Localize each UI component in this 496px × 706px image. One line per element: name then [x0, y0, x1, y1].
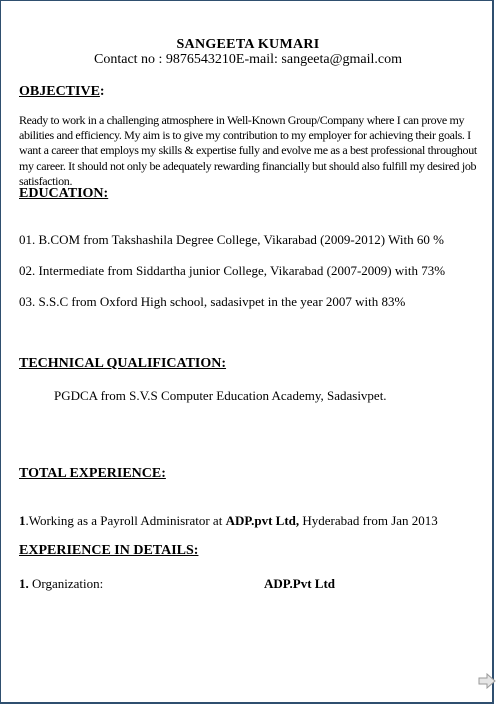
total-experience-company: ADP.pvt Ltd, — [225, 513, 300, 528]
total-experience-text: .Working as a Payroll Adminisrator at — [25, 513, 226, 528]
objective-heading: OBJECTIVE — [19, 84, 100, 99]
contact-line: Contact no : 9876543210E-mail: sangeeta@gmail.com — [94, 52, 402, 67]
objective-text: Ready to work in a challenging atmosphere in Well-Known Group/Company where I can prove my abilities and efficiency. My aim is to give my contribution to my employer for achieving their goals. I want a career that employs my skills & expertise fully and evolve me as a best professional throughout my career. It should not only be adequately rewarding financially but should also fulfill my desired job satisfaction. — [19, 113, 477, 188]
technical-heading: TECHNICAL QUALIFICATION: — [19, 356, 227, 371]
experience-details-heading: EXPERIENCE IN DETAILS: — [19, 543, 199, 558]
total-experience-location: Hyderabad from Jan 2013 — [299, 513, 438, 528]
organization-label: Organization: — [28, 576, 104, 591]
education-item: 01. B.COM from Takshashila Degree College, Vikarabad (2009-2012) With 60 % — [19, 232, 444, 247]
objective-heading-row — [19, 84, 105, 100]
arrow-right-icon[interactable] — [478, 673, 496, 689]
objective-heading-colon: : — [99, 84, 105, 99]
total-experience-line — [19, 513, 438, 529]
organization-value: ADP.Pvt Ltd — [264, 576, 336, 591]
total-experience-number: 1 — [19, 513, 26, 528]
organization-number: 1. — [19, 576, 29, 591]
organization-label-row — [19, 576, 103, 592]
education-item: 03. S.S.C from Oxford High school, sadasivpet in the year 2007 with 83% — [19, 294, 406, 309]
total-experience-heading: TOTAL EXPERIENCE: — [19, 466, 166, 481]
technical-text: PGDCA from S.V.S Computer Education Academy, Sadasivpet. — [54, 388, 387, 403]
education-item: 02. Intermediate from Siddartha junior College, Vikarabad (2007-2009) with 73% — [19, 263, 446, 278]
candidate-name: SANGEETA KUMARI — [176, 37, 320, 52]
education-heading: EDUCATION: — [19, 186, 109, 201]
